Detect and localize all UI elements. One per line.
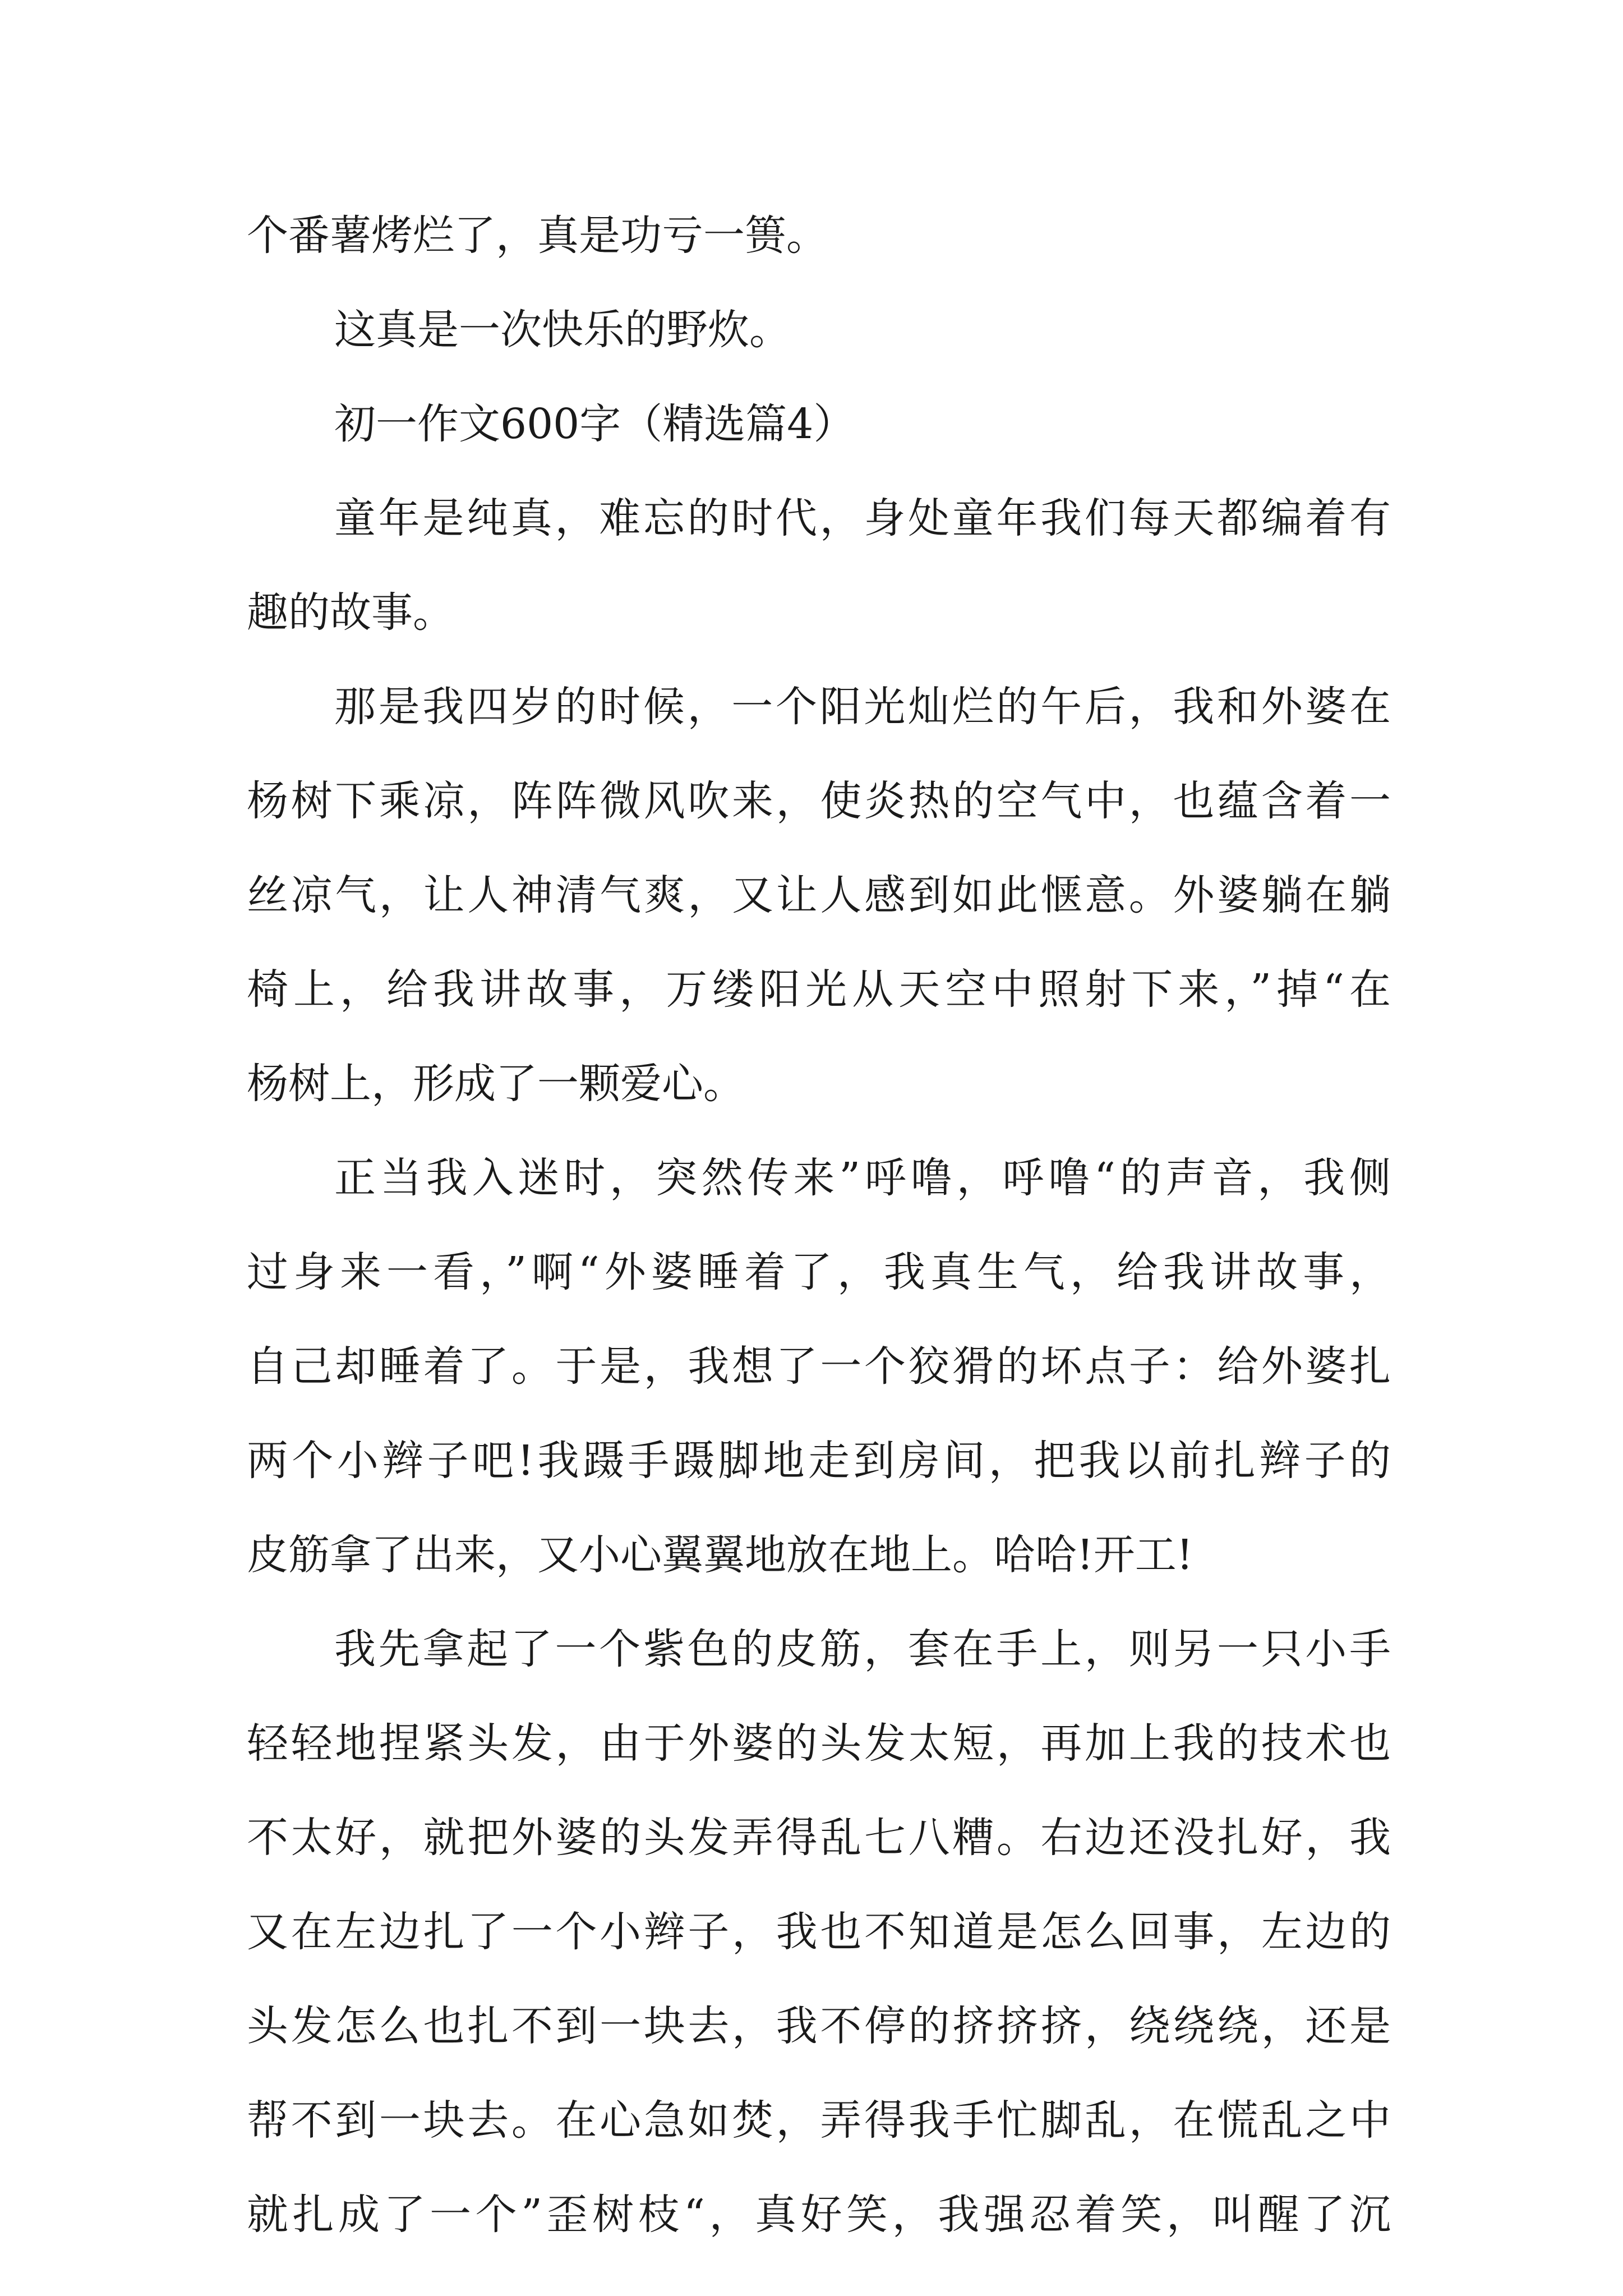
text-line: 丝凉气，让人神清气爽，又让人感到如此惬意。外婆躺在躺: [247, 871, 1391, 919]
text-line: 正当我入迷时，突然传来”呼噜，呼噜“的声音，我侧: [334, 1154, 1391, 1202]
text-line: 又在左边扎了一个小辫子，我也不知道是怎么回事，左边的: [247, 1908, 1391, 1956]
section-heading: 初一作文600字（精选篇4）: [334, 400, 855, 448]
text-line: 我先拿起了一个紫色的皮筋，套在手上，则另一只小手: [334, 1625, 1391, 1673]
text-line: 杨树上，形成了一颗爱心。: [247, 1060, 745, 1108]
text-line: 杨树下乘凉，阵阵微风吹来，使炎热的空气中，也蕴含着一: [247, 777, 1391, 825]
text-line: 自己却睡着了。于是，我想了一个狡猾的坏点子：给外婆扎: [247, 1342, 1391, 1391]
text-line: 童年是纯真，难忘的时代，身处童年我们每天都编着有: [334, 494, 1391, 542]
text-line: 头发怎么也扎不到一块去，我不停的挤挤挤，绕绕绕，还是: [247, 2002, 1391, 2050]
text-line: 不太好，就把外婆的头发弄得乱七八糟。右边还没扎好，我: [247, 1814, 1391, 1862]
text-line: 这真是一次快乐的野炊。: [334, 306, 791, 354]
text-line: 轻轻地捏紧头发，由于外婆的头发太短，再加上我的技术也: [247, 1719, 1391, 1768]
text-line: 就扎成了一个”歪树枝“，真好笑，我强忍着笑，叫醒了沉: [247, 2191, 1391, 2239]
text-line: 趣的故事。: [247, 588, 454, 637]
text-line: 皮筋拿了出来，又小心翼翼地放在地上。哈哈!开工!: [247, 1531, 1193, 1579]
text-line: 椅上，给我讲故事，万缕阳光从天空中照射下来，”掉“在: [247, 965, 1391, 1014]
text-line: 那是我四岁的时候，一个阳光灿烂的午后，我和外婆在: [334, 683, 1391, 731]
text-line: 过身来一看，”啊“外婆睡着了，我真生气，给我讲故事，: [247, 1248, 1391, 1296]
text-line: 个番薯烤烂了，真是功亏一篑。: [247, 211, 828, 260]
text-line: 帮不到一块去。在心急如焚，弄得我手忙脚乱，在慌乱之中: [247, 2096, 1391, 2145]
text-line: 两个小辫子吧!我蹑手蹑脚地走到房间，把我以前扎辫子的: [247, 1437, 1391, 1485]
